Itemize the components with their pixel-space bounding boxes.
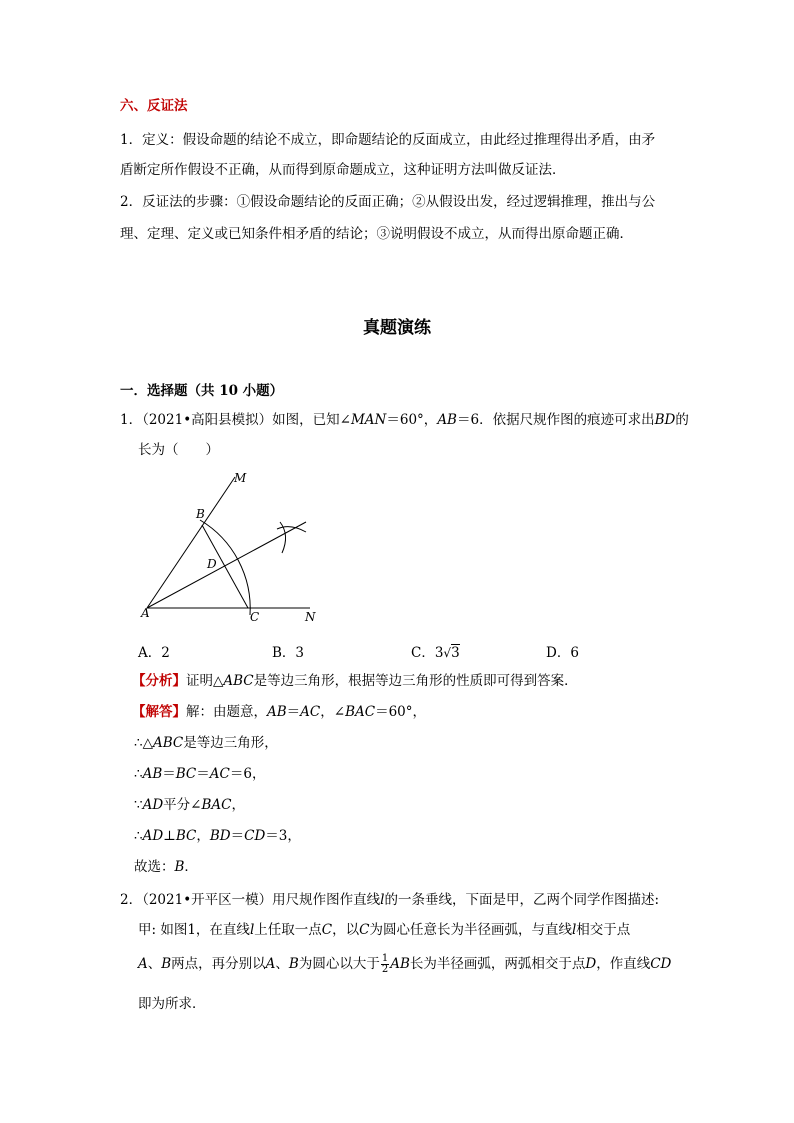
option-d: D．6 — [546, 645, 579, 661]
label-a: A — [141, 606, 150, 620]
option-a: A．2 — [138, 645, 170, 661]
q2-var: D — [585, 956, 597, 972]
q2-text: 相交于点 — [576, 922, 631, 938]
solution-var: BAC — [201, 797, 232, 813]
q2-var: AB — [390, 956, 410, 972]
q2-var: l — [380, 892, 385, 908]
solution-tag: 【解答】 — [132, 704, 186, 720]
analysis-tag: 【分析】 — [132, 673, 186, 689]
solution-text: ＝60°， — [375, 704, 427, 720]
q1-text: 1．（2021•高阳县模拟）如图，已知∠ — [120, 412, 351, 428]
q2-text: ，作直线 — [596, 956, 651, 972]
q2-text: 为圆心以大于 — [298, 956, 380, 972]
solution-text: ∴△ — [134, 735, 153, 751]
sqrt-symbol: √ — [443, 646, 452, 660]
q2-line-1 — [120, 890, 659, 910]
q2-var: C — [359, 922, 370, 938]
definition-line-1: 1．定义：假设命题的结论不成立，即命题结论的反面成立，由此经过推理得出矛盾，由矛 — [120, 132, 656, 148]
label-b: B — [196, 507, 205, 521]
choice-text: 故选： — [134, 859, 175, 875]
option-c — [411, 641, 460, 661]
q2-text: 2．（2021•开平区一模）用尺规作图作直线 — [120, 892, 381, 908]
fraction-numerator: 1 — [381, 953, 389, 964]
q1-segment-ab: AB — [437, 412, 457, 428]
solution-text: ＝ — [162, 766, 176, 782]
fraction-denominator: 2 — [381, 964, 389, 975]
q2-var: A — [265, 956, 276, 972]
q2-text: 甲: 如图1，在直线 — [138, 922, 250, 938]
solution-text: ＝6， — [229, 766, 266, 782]
solution-text: ＝ — [286, 704, 301, 720]
label-n: N — [305, 610, 316, 624]
q2-line-2 — [138, 920, 630, 940]
q1-line-2: 长为（ ） — [138, 442, 219, 458]
analysis-text: 证明△ — [186, 673, 224, 689]
solution-var: AB — [142, 766, 163, 782]
q2-var: B — [288, 956, 299, 972]
q2-text: 两点，再分别以 — [171, 956, 266, 972]
q2-var: l — [571, 922, 577, 938]
q2-text: 长为半径画弧，两弧相交于点 — [409, 956, 586, 972]
q2-text: 、 — [275, 956, 289, 972]
solution-text: ⊥ — [163, 828, 176, 844]
solution-text: ∴ — [134, 828, 143, 844]
q2-text: ，以 — [332, 922, 360, 938]
q2-text: 为圆心任意长为半径画弧，与直线 — [369, 922, 572, 938]
solution-var: BC — [175, 828, 197, 844]
solution-text: 解：由题意， — [186, 704, 267, 720]
q1-text: 的 — [675, 412, 689, 428]
steps-line-2: 理、定理、定义或已知条件相矛盾的结论；③说明假设不成立，从而得出原命题正确． — [120, 226, 633, 242]
choice-answer: B — [174, 859, 185, 875]
solution-text: ， — [231, 797, 245, 813]
q1-text: ＝60°， — [386, 412, 438, 428]
solution-text: ＝ — [230, 828, 245, 844]
q1-solution-line-5 — [134, 826, 301, 846]
solution-var: AB — [267, 704, 287, 720]
label-m: M — [234, 471, 247, 485]
choice-text: ． — [184, 859, 198, 875]
label-d: D — [207, 557, 217, 571]
option-c-text: C．3 — [411, 645, 444, 661]
q2-var: l — [249, 922, 255, 938]
q2-var: CD — [650, 956, 672, 972]
q2-var: A — [138, 956, 148, 972]
q2-line-4: 即为所求． — [138, 996, 206, 1012]
section-heading: 六、反证法 — [120, 98, 188, 114]
solution-var: BC — [175, 766, 197, 782]
q2-line-3 — [138, 954, 671, 975]
solution-var: ABC — [152, 735, 184, 751]
q1-analysis — [132, 671, 578, 691]
solution-var: AC — [209, 766, 230, 782]
definition-line-2: 盾断定所作假设不正确，从而得到原命题成立，这种证明方法叫做反证法． — [120, 162, 566, 178]
q1-solution-line-3 — [134, 764, 265, 784]
solution-text: 平分∠ — [163, 797, 202, 813]
q1-solution-line-2 — [134, 733, 278, 753]
steps-line-1: 2．反证法的步骤：①假设命题结论的反面正确；②从假设出发，经过逻辑推理，推出与公 — [120, 194, 656, 210]
q2-var: C — [321, 922, 333, 938]
option-b: B．3 — [272, 645, 305, 661]
solution-text: ，∠ — [320, 704, 346, 720]
q2-text: 、 — [147, 956, 162, 972]
analysis-text: 是等边三角形，根据等边三角形的性质即可得到答案． — [253, 673, 578, 689]
solution-text: ∴ — [134, 766, 143, 782]
q2-text: 的一条垂线，下面是甲，乙两个同学作图描述: — [384, 892, 660, 908]
solution-text: ＝3， — [265, 828, 301, 844]
solution-var: CD — [244, 828, 266, 844]
q1-geometry-figure — [130, 465, 330, 630]
q2-text: 上任取一点 — [254, 922, 322, 938]
q1-solution-line-4 — [134, 795, 245, 815]
solution-var: AD — [142, 828, 164, 844]
solution-var: BAC — [345, 704, 376, 720]
q1-text: ＝6．依据尺规作图的痕迹可求出 — [456, 412, 655, 428]
practice-title: 真题演练 — [363, 318, 431, 338]
q1-line-1 — [120, 410, 689, 430]
q2-var: B — [161, 956, 172, 972]
q1-solution-line-1 — [132, 702, 426, 722]
solution-text: ＝ — [196, 766, 210, 782]
solution-var: BD — [209, 828, 231, 844]
part-heading: 一．选择题（共 10 小题） — [120, 383, 284, 399]
analysis-triangle: ABC — [223, 673, 254, 689]
solution-text: 是等边三角形， — [183, 735, 278, 751]
option-c-radicand: 3 — [451, 645, 460, 661]
q1-choice — [134, 857, 198, 877]
fraction-half — [381, 954, 389, 975]
solution-text: ∵ — [134, 797, 143, 813]
ray-am — [147, 477, 235, 608]
label-c: C — [250, 610, 260, 624]
q1-segment-bd: BD — [654, 412, 676, 428]
q1-angle-name: MAN — [350, 412, 387, 428]
solution-text: ， — [196, 828, 210, 844]
solution-var: AD — [142, 797, 164, 813]
solution-var: AC — [300, 704, 321, 720]
bisector-ray — [147, 522, 306, 608]
